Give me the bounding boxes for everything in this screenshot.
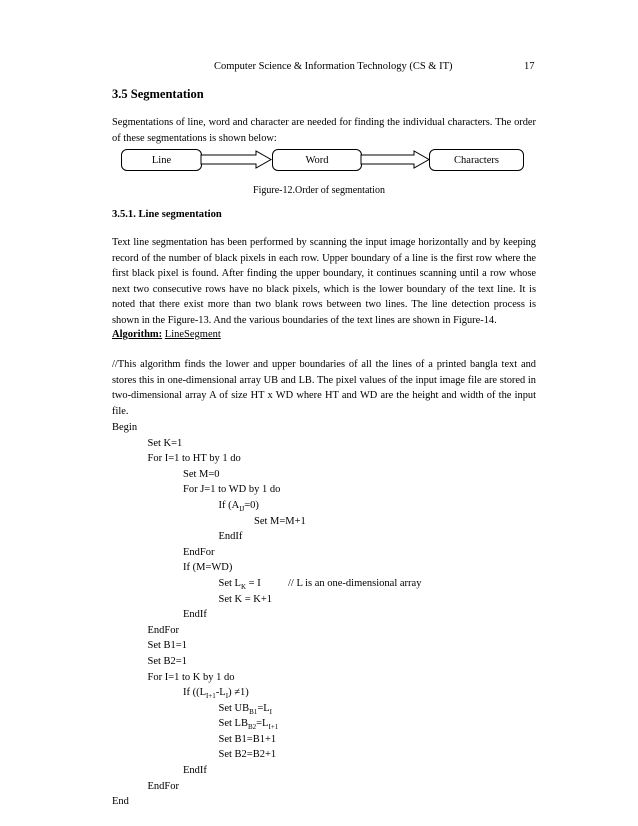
algorithm-name: LineSegment [164, 329, 221, 340]
figure-box-characters: Characters [429, 149, 524, 171]
arrow-line-to-word [201, 151, 271, 168]
page-number: 17 [524, 61, 535, 72]
code-text: EndFor [147, 624, 179, 636]
code-text: EndFor [147, 780, 179, 792]
code-text: EndIf [218, 531, 243, 543]
code-text: Set M=M+1 [254, 515, 306, 527]
code-text: Begin [112, 422, 138, 433]
code-text: EndIf [183, 765, 207, 777]
code-text: Set B2=B2+1 [218, 749, 277, 761]
code-text: Set M=0 [183, 468, 220, 480]
figure-box-word: Word [272, 149, 362, 171]
arrow-word-to-characters [361, 151, 429, 168]
algorithm-label: Algorithm: [112, 329, 163, 340]
section-heading: 3.5 Segmentation [112, 87, 204, 101]
code-text: For I=1 to K by 1 do [147, 671, 235, 683]
code-text: Set $L_K = I$ [218, 577, 261, 592]
code-text: Set B1=B1+1 [218, 733, 277, 745]
section-intro: Segmentations of line, word and character are needed for finding the individual characters. The order of these segmentations is shown below: [112, 117, 536, 144]
code-text: EndIf [183, 609, 207, 621]
algorithm-description: //This algorithm finds the lower and upper boundaries of all the lines of a printed bangla text and stores this in one-dimensional array UB and LB. The pixel values of the input image file are stored in two-dimensional array A of size HT x WD where HT and WD are the height and width of the input file. [112, 359, 536, 417]
code-text: For J=1 to WD by 1 do [183, 484, 281, 496]
figure-box-line: Line [121, 149, 202, 171]
code-text: End [112, 796, 129, 808]
code-text: If $(A_{IJ}=0)$ [218, 499, 259, 514]
code-text: For I=1 to HT by 1 do [147, 453, 241, 465]
code-text: If (M=WD) [183, 562, 233, 574]
running-title: Computer Science & Information Technology (CS & IT) [214, 61, 453, 72]
algorithm-title [112, 329, 221, 340]
code-text: Set K = K+1 [218, 593, 273, 605]
code-text: Set $UB_{B1}=L_I$ [218, 702, 272, 716]
code-text: Set K=1 [147, 437, 183, 449]
code-text: Set $LB_{B2}=L_{I+1}$ [218, 718, 279, 732]
code-text: If $((L_{I+1}-L_I) \ne 1)$ [183, 687, 249, 701]
code-text: Set B1=1 [147, 640, 187, 652]
subsection-heading: 3.5.1. Line segmentation [112, 209, 222, 220]
code-text: EndFor [183, 546, 215, 558]
code-comment: // L is an one-dimensional array [288, 577, 422, 589]
code-text: Set B2=1 [147, 655, 187, 667]
figure-caption: Figure-12.Order of segmentation [253, 185, 385, 196]
subsection-body: Text line segmentation has been performed by scanning the input image horizontally and by keeping record of the number of black pixels in each row. Upper boundary of a line is the first row where the first black pixel is found. After finding the upper boundary, it continues scanning until a row whose next two consecutive rows have no black pixels, which is the lower boundary of the text line. It is noted that there exist more than two blank rows between two lines. The line detection process is shown in the Figure-13. And the various boundaries of the text lines are shown in Figure-14. [112, 237, 536, 326]
